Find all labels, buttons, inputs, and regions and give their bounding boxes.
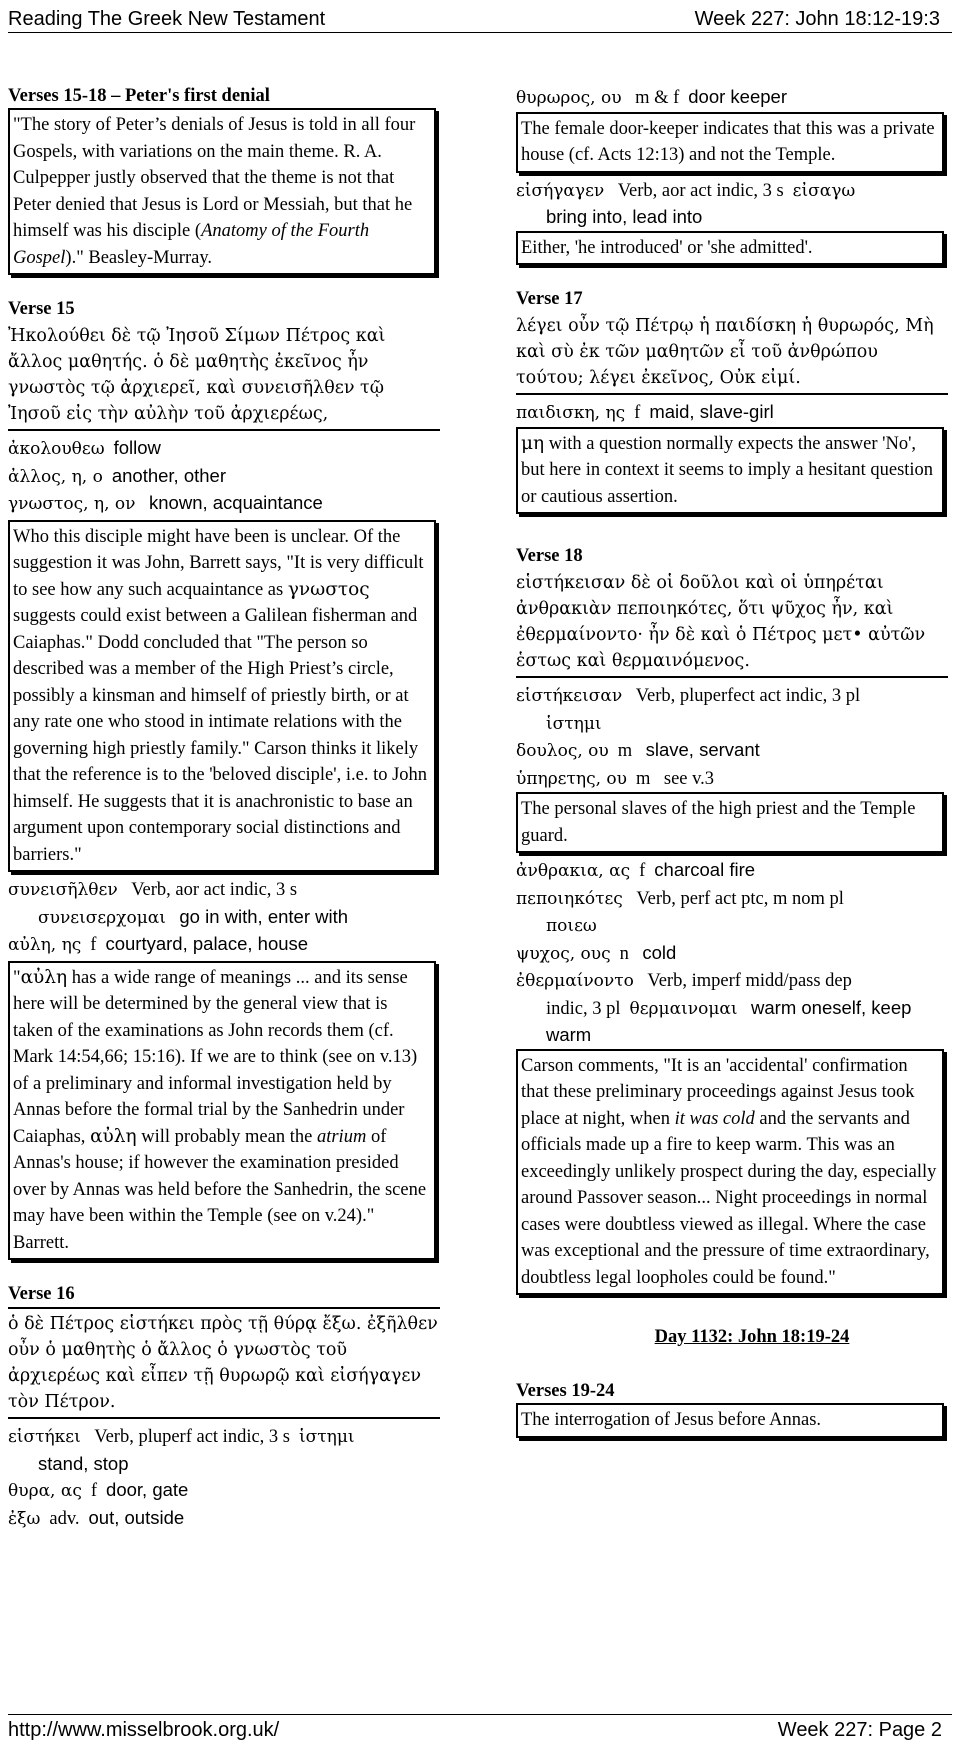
day-heading: Day 1132: John 18:19-24 — [654, 1327, 850, 1347]
vocab-entry: εἱστήκει Verb, pluperf act indic, 3 s ἱστημι — [8, 1427, 355, 1447]
vocab-entry-cont: ἱστημι — [546, 713, 602, 734]
greek-text-verse-17: λέγει οὖν τῷ Πέτρῳ ἡ παιδίσκη ἡ θυρωρός, Μὴ καὶ σὺ ἐκ τῶν μαθητῶν εἶ τοῦ ἀνθρώπου τούτου; λέγει ἐκεῖνος, Οὐκ εἰμί. — [516, 311, 948, 395]
commentary-box: "αὐλη has a wide range of meanings ... and its sense here will be determined by the general view that is taken of the examinations as John records them (cf. Mark 14:54,66; 15:16). If we are to think (see on v.13) of a preliminary and informal investigation held by Annas before the formal trial by the Sanhedrin under Caiaphas, αὐλη will probably mean the atrium of Annas's house; if however the examination presided over by Annas was held before the Sanhedrin, the scene may have been within the Temple (see on v.24)." Barrett. — [8, 961, 436, 1261]
vocab-entry-cont: bring into, lead into — [546, 206, 703, 227]
commentary-text: suggests could exist between a Galilean fisherman and Caiaphas." Dodd concluded that "The person so described was a member of the High Priest’s circle, possibly a kinsman and himself of priestly birth, or at any rate one who stood in intimate relations with the governing high priestly family." Carson thinks it likely that the reference is to the 'beloved disciple', i.e. to John himself. He suggests that it is anachronistic to base an argument upon contemporary social distinctions and barriers." — [13, 606, 428, 865]
vocab-entry: ἐξω adv. out, outside — [8, 1506, 185, 1529]
verse-heading-15: Verse 15 — [8, 299, 75, 319]
section-heading-verses-15-18: Verses 15-18 – Peter's first denial — [8, 86, 270, 106]
greek-word: αὐλη — [90, 1125, 137, 1147]
vocab-entry: ψυχος, ους n cold — [516, 941, 677, 964]
commentary-text: The interrogation of Jesus before Annas. — [521, 1410, 822, 1430]
commentary-box — [516, 427, 944, 515]
right-column — [516, 84, 948, 1438]
vocab-entry: ἀνθρακια, ας f charcoal fire — [516, 859, 756, 881]
vocab-entry-cont: indic, 3 pl θερμαινομαι warm oneself, keep warm — [546, 996, 912, 1045]
commentary-text: "The story of Peter’s denials of Jesus is told in all four Gospels, with variations on the main theme. R. A. Culpepper justly observed that the theme is not that Peter denied that Jesus is Lord or Messiah, but that he himself was his disciple ( — [13, 115, 416, 241]
commentary-box — [516, 112, 944, 173]
commentary-box: Carson comments, "It is an 'accidental' confirmation that these preliminary proceedings against Jesus took place at night, when it was cold and the servants and officials made up a fire to keep warm. This was an exceedingly unlikely prospect during the day, especially around Passover season... Night proceedings in normal cases were doubtless viewed as illegal. Where the case was exceptional and the pressure of time extraordinary, doubtless legal loopholes could be found." — [516, 1049, 944, 1296]
vocab-entry: συνεισῆλθεν Verb, aor act indic, 3 s — [8, 880, 298, 900]
page-header — [8, 8, 952, 33]
greek-word: μη — [521, 432, 545, 454]
greek-text-verse-18: εἱστήκεισαν δὲ οἱ δοῦλοι καὶ οἱ ὑπηρέται ἀνθρακιὰν πεποιηκότες, ὅτι ψῦχος ἦν, καὶ ἐθερμαίνοντο· ἦν δὲ καὶ ὁ Πέτρος μετ• αὐτῶν ἑστως καὶ θερμαινόμενος. — [516, 568, 948, 678]
vocab-entry: δουλος, ου m slave, servant — [516, 739, 760, 761]
vocab-entry: εἱστήκεισαν Verb, pluperfect act indic, 3 pl — [516, 686, 861, 706]
commentary-text: The personal slaves of the high priest and the Temple guard. — [521, 799, 916, 846]
commentary-text: has a wide range of meanings ... and its sense here will be determined by the general view that is taken of the examinations as John records them (cf. Mark 14:54,66; 15:16). If we are to think (see on v.13) of a preliminary and informal investigation held by Annas before the formal trial by the Sanhedrin under Caiaphas, — [13, 967, 418, 1147]
vocab-entry-cont: συνεισερχομαι go in with, enter with — [38, 905, 349, 928]
vocab-entry: ἀκολουθεω follow — [8, 437, 161, 459]
vocab-entry: αὐλη, ης f courtyard, palace, house — [8, 933, 309, 955]
vocab-entry: ἐθερμαίνοντο Verb, imperf midd/pass dep — [516, 971, 852, 991]
commentary-box — [8, 520, 436, 873]
book-title: Anatomy of the Fourth Gospel — [13, 221, 370, 268]
commentary-text: The female door-keeper indicates that this was a private house (cf. Acts 12:13) and not the Temple. — [521, 118, 935, 165]
vocab-entry: παιδισκη, ης f maid, slave-girl — [516, 401, 774, 423]
verse-heading-16: Verse 16 — [8, 1282, 440, 1309]
vocab-entry-cont: stand, stop — [38, 1452, 129, 1474]
greek-word: αὐλη — [20, 966, 68, 988]
vocab-entry: θυρα, ας f door, gate — [8, 1479, 189, 1501]
greek-text-verse-15: Ἠκολούθει δὲ τῷ Ἰησοῦ Σίμων Πέτρος καὶ ἄλλος μαθητής. ὁ δὲ μαθητὴς ἐκεῖνος ἦν γνωστὸς τῷ ἀρχιερεῖ, καὶ συνεισῆλθεν τῷ Ἰησοῦ εἰς τὴν αὐλὴν τοῦ ἀρχιερέως, — [8, 321, 440, 431]
footer-page: Week 227: Page 2 — [777, 1719, 942, 1741]
vocab-entry: γνωστος, η, ον known, acquaintance — [8, 492, 323, 514]
vocab-entry-cont: ποιεω — [546, 916, 597, 936]
greek-word: γνωστος — [287, 578, 370, 600]
header-week: Week 227: John 18:12-19:3 — [694, 8, 940, 30]
footer-url: http://www.misselbrook.org.uk/ — [8, 1719, 280, 1741]
page-footer — [8, 1714, 952, 1741]
header-title: Reading The Greek New Testament — [8, 8, 326, 30]
commentary-text: of Annas's house; if however the examination presided over by Annas was held before the Sanhedrin, the scene may have been within the Temple (see on v.24)." Barrett. — [13, 1126, 427, 1253]
greek-text-verse-16: ὁ δὲ Πέτρος εἱστήκει πρὸς τῇ θύρᾳ ἔξω. ἐξῆλθεν οὖν ὁ μαθητὴς ὁ ἄλλος ὁ γνωστὸς τοῦ ἀρχιερέως καὶ εἶπεν τῇ θυρωρῷ καὶ εἰσήγαγεν τὸν Πέτρον. — [8, 1309, 440, 1419]
commentary-box — [516, 231, 944, 266]
vocab-entry: ὑπηρετης, ου m see v.3 — [516, 768, 715, 789]
vocab-entry: ἀλλος, η, ο another, other — [8, 464, 226, 487]
section-heading-verses-19-24: Verses 19-24 — [516, 1381, 615, 1401]
commentary-text: Either, 'he introduced' or 'she admitted'. — [521, 237, 813, 258]
verse-heading-18: Verse 18 — [516, 546, 583, 566]
commentary-text: Who this disciple might have been is unclear. Of the suggestion it was John, Barrett says, "It is very difficult to see how any such acquaintance as — [13, 526, 424, 600]
commentary-box — [516, 1403, 944, 1438]
commentary-text: )." Beasley-Murray. — [65, 247, 213, 268]
commentary-text: with a question normally expects the answer 'No', but here in context it seems to imply a hesitant question or cautious assertion. — [521, 433, 934, 507]
verse-heading-17: Verse 17 — [516, 289, 583, 309]
left-column — [8, 84, 440, 1532]
commentary-box — [8, 108, 436, 275]
commentary-box — [516, 792, 944, 853]
commentary-text: Carson comments, "It is an 'accidental' confirmation that these preliminary proceedings against Jesus took place at night, when — [521, 1055, 915, 1129]
vocab-entry: θυρωρος, ου m & f door keeper — [516, 86, 787, 108]
vocab-entry: εἰσήγαγεν Verb, aor act indic, 3 s εἰσαγω — [516, 180, 856, 201]
commentary-text: and the servants and officials made up a fire to keep warm. This was an exceedingly unlikely prospect during the day, especially around Passover season... Night proceedings in normal cases were doubtless viewed as illegal. Where the case was exceptional and the pressure of time extraordinary, doubtless legal loopholes could be found." — [521, 1108, 937, 1288]
vocab-entry: πεποιηκότες Verb, perf act ptc, m nom pl — [516, 888, 844, 909]
